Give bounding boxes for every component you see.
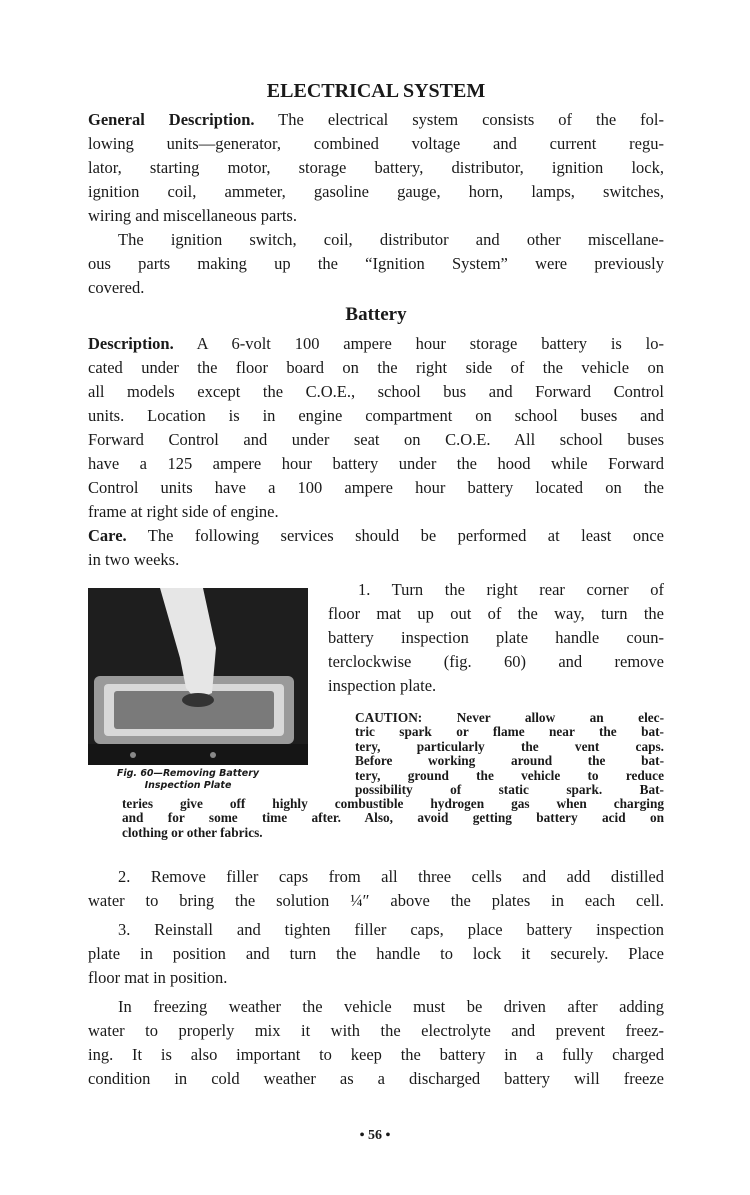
text-line: inspection plate. [328,676,437,695]
text-line: floor mat in position. [88,968,228,987]
text-line: battery inspection plate handle coun- [328,628,664,647]
text-line: ous parts making up the “Ignition System” were previously [88,254,664,273]
caution-note-continued: teries give off highly combustible hydrogen gas when charging and for some time after. Also, avoid getting battery acid on clothing or other fabrics. [122,796,664,840]
text-line: 3. Reinstall and tighten filler caps, place battery inspection [118,920,664,939]
page-number: • 56 • [359,1128,391,1143]
text-line: water to bring the solution ¼″ above the plates in each cell. [88,891,664,910]
battery-heading: Battery [345,304,407,325]
text-line: Control units have a 100 ampere hour battery located on the [88,478,664,497]
care-heading: Care. [88,526,127,545]
text-line: in two weeks. [88,550,180,569]
text-line: 1. Turn the right rear corner of [358,580,664,599]
text-line: lowing units—generator, combined voltage and current regu- [88,134,664,153]
text-line: 2. Remove filler caps from all three cells and add distilled [118,867,664,886]
caution-note: CAUTION: Never allow an elec- tric spark or flame near the bat- tery, particularly the vent caps. Before working around the bat- tery, ground the vehicle to reduce possibility of static spark. Bat- [355,710,664,797]
text-line: Forward Control and under seat on C.O.E. All school buses [88,430,664,449]
text-line: The ignition switch, coil, distributor and other miscellane- [118,230,664,249]
page-title: ELECTRICAL SYSTEM [266,80,486,102]
text-line: water to properly mix it with the electrolyte and prevent freez- [88,1021,664,1040]
text-line: units. Location is in engine compartment on school buses and [88,406,664,425]
general-description: General Description. The electrical system consists of the fol- lowing units—generator, combined voltage and current regu- lator, starting motor, storage battery, distributor, ignition lock, ignition coil, ammeter, gasoline gauge, horn, lamps, switches, wiring and miscellaneous parts. The ignition switch, coil, distributor and other miscellane- ous parts making up the “Ignition System” were previously covered. [88,108,664,300]
text-line: all models except the C.O.E., school bus and Forward Control [88,382,664,401]
text-line: covered. [88,278,145,297]
text-line: cated under the floor board on the right side of the vehicle on [88,358,664,377]
steps-2-3 [88,865,664,1091]
text-line: floor mat up out of the way, turn the [328,604,664,623]
figure-caption: Fig. 60—Removing Battery Inspection Plate [116,768,260,791]
general-heading: General Description. [88,110,255,129]
battery-inspection-plate-photo [88,588,308,765]
text-line: In freezing weather the vehicle must be driven after adding [118,997,664,1016]
text-line: ignition coil, ammeter, gasoline gauge, horn, lamps, switches, [88,182,664,201]
description-heading: Description. [88,334,174,353]
text-line: ing. It is also important to keep the battery in a fully charged [88,1045,664,1064]
step-1 [328,578,664,698]
text-line: plate in position and turn the handle to lock it securely. Place [88,944,664,963]
text-line: lator, starting motor, storage battery, distributor, ignition lock, [88,158,664,177]
text-line: condition in cold weather as a discharged battery will freeze [88,1069,664,1088]
text-line: frame at right side of engine. [88,502,279,521]
text-line: terclockwise (fig. 60) and remove [328,652,664,671]
text-line: wiring and miscellaneous parts. [88,206,297,225]
battery-description: Description. A 6-volt 100 ampere hour storage battery is lo- cated under the floor board on the right side of the vehicle on all models except the C.O.E., school bus and Forward Control units. Location is in engine compartment on school buses and Forward Control and under seat on C.O.E. All school buses have a 125 ampere hour battery under the hood while Forward Control units have a 100 ampere hour battery located on the frame at right side of engine. Care. The following services should be performed at least once in two weeks. [88,332,664,572]
text-line: have a 125 ampere hour battery under the hood while Forward [88,454,664,473]
